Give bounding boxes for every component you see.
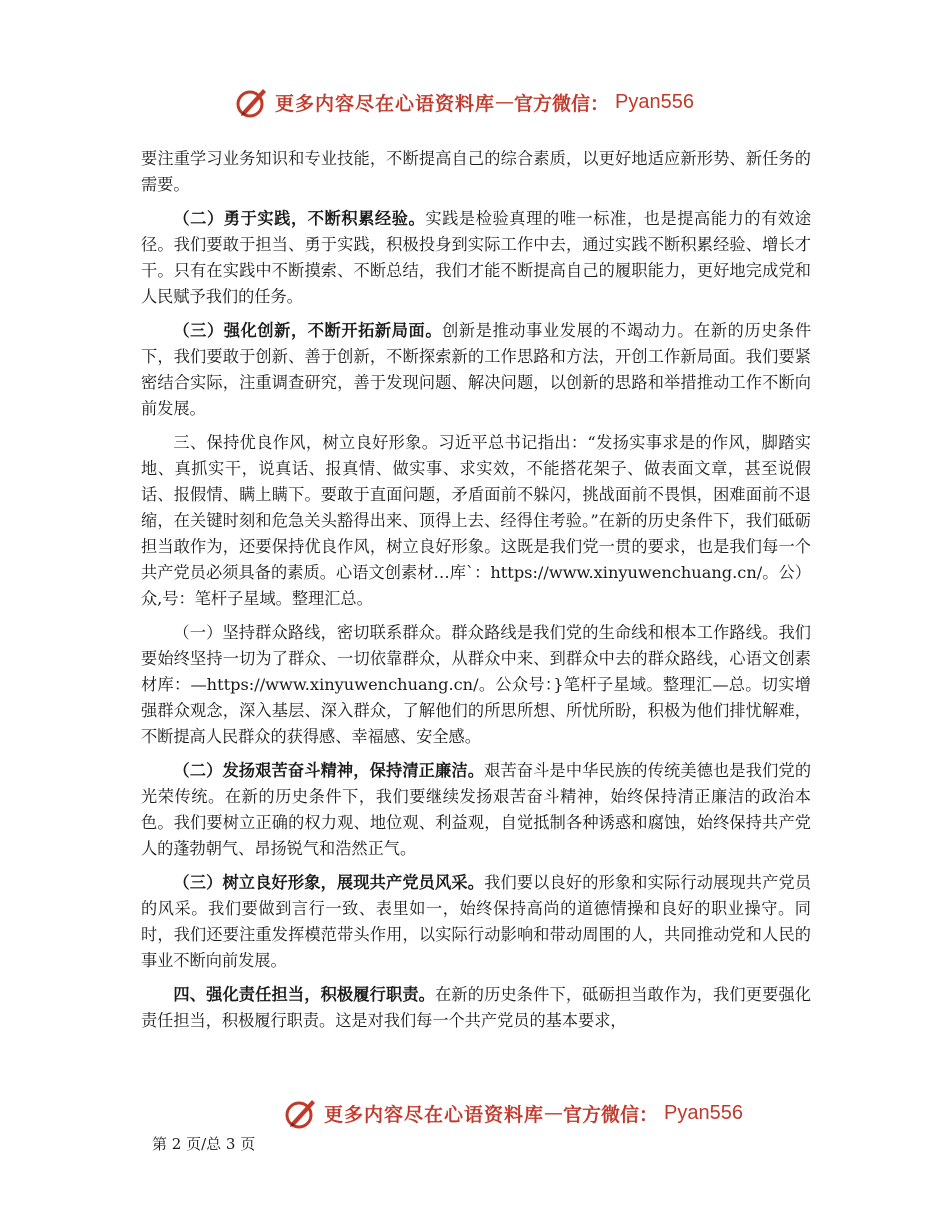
document-body	[141, 146, 811, 1042]
banner-title: 更多内容尽在心语资料库	[275, 92, 496, 115]
paragraph-3-text: 创新是推动事业发展的不竭动力。在新的历史条件下，我们要敢于创新、善于创新，不断探索新的工作思路和方法，开创工作新局面。我们要紧密结合实际，注重调查研究，善于发现问题、解决问题，以创新的思路和举措推动工作不断向前发展。	[141, 321, 812, 418]
paragraph-3-heading: （三）强化创新，不断开拓新局面。	[173, 321, 443, 340]
paragraph-7-heading: （三）树立良好形象，展现共产党员风采。	[173, 873, 485, 892]
paragraph-3	[141, 318, 811, 422]
paragraph-8-heading: 四、强化责任担当，积极履行职责。	[173, 985, 436, 1004]
paragraph-6	[141, 758, 811, 862]
banner-separator: —	[544, 1102, 564, 1124]
paragraph-6-text: 艰苦奋斗是中华民族的传统美德也是我们党的光荣传统。在新的历史条件下，我们要继续发扬艰苦奋斗精神，始终保持清正廉洁的政治本色。我们要树立正确的权力观、地位观、利益观，自觉抵制各种诱惑和腐蚀，始终保持共产党人的蓬勃朝气、昂扬锐气和浩然正气。	[141, 761, 812, 858]
pen-logo-icon	[235, 85, 269, 119]
paragraph-6-heading: （二）发扬艰苦奋斗精神，保持清正廉洁。	[173, 761, 485, 780]
paragraph-8	[141, 982, 811, 1034]
paragraph-4: 三、保持优良作风，树立良好形象。习近平总书记指出：“发扬实事求是的作风，脚踏实地、真抓实干，说真话、报真情、做实事、求实效，不能搭花架子、做表面文章，甚至说假话、报假情、瞒上瞒下。要敢于直面问题，矛盾面前不躲闪，挑战面前不畏惧，困难面前不退缩，在关键时刻和危急关头豁得出来、顶得上去、经得住考验。”在新的历史条件下，我们砥砺担当敢作为，还要保持优良作风，树立良好形象。这既是我们党一贯的要求，也是我们每一个共产党员必须具备的素质。心语文创素材…库`：https://www.xinyuwenchuang.cn/。公）众,号：笔杆子星域。整理汇总。	[141, 433, 811, 608]
paragraph-1: 要注重学习业务知识和专业技能，不断提高自己的综合素质，以更好地适应新形势、新任务的需要。	[141, 149, 811, 194]
banner-wechat-id: Pyan556	[615, 90, 694, 113]
paragraph-7-text: 我们要以良好的形象和实际行动展现共产党员的风采。我们要做到言行一致、表里如一，始终保持高尚的道德情操和良好的职业操守。同时，我们还要注重发挥模范带头作用，以实际行动影响和带动周围的人，共同推动党和人民的事业不断向前发展。	[141, 873, 812, 970]
header-banner	[0, 82, 950, 122]
banner-separator: —	[495, 91, 515, 113]
footer-banner	[0, 1093, 950, 1133]
paragraph-5: （一）坚持群众路线，密切联系群众。群众路线是我们党的生命线和根本工作路线。我们要始终坚持一切为了群众、一切依靠群众，从群众中来、到群众中去的群众路线，心语文创素材库：—https://www.xinyuwenchuang.cn/。公众号：}笔杆子星域。整理汇—总。切实增强群众观念，深入基层、深入群众，了解他们的所思所想、所忧所盼，积极为他们排忧解难，不断提高人民群众的获得感、幸福感、安全感。	[141, 623, 811, 746]
pen-logo-icon	[284, 1096, 318, 1130]
paragraph-2	[141, 206, 811, 310]
banner-wechat-label: 官方微信：	[514, 92, 610, 115]
paragraph-2-text: 实践是检验真理的唯一标准，也是提高能力的有效途径。我们要敢于担当、勇于实践，积极投身到实际工作中去，通过实践不断积累经验、增长才干。只有在实践中不断摸索、不断总结，我们才能不断提高自己的履职能力，更好地完成党和人民赋予我们的任务。	[141, 209, 812, 306]
banner-title: 更多内容尽在心语资料库	[324, 1103, 545, 1126]
banner-wechat-label: 官方微信：	[563, 1103, 659, 1126]
paragraph-2-heading: （二）勇于实践，不断积累经验。	[173, 209, 426, 228]
page-number: 第 2 页/总 3 页	[152, 1135, 256, 1153]
paragraph-8-text: 在新的历史条件下，砥砺担当敢作为，我们更要强化责任担当，积极履行职责。这是对我们每一个共产党员的基本要求，	[141, 985, 812, 1030]
banner-wechat-id: Pyan556	[664, 1101, 743, 1124]
paragraph-7	[141, 870, 811, 974]
